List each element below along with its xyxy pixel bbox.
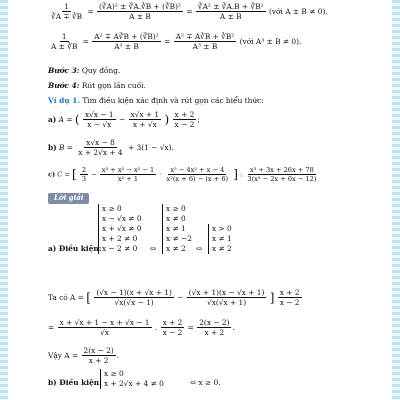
formula-cube-root-2: $\frac{1}{A \pm ∛B}$ = $\frac{\text{A² ∓ A∛B + (∛B)²}}{\text{A³ ± B}}$ = $\frac{\text{A² ∓ A∛B + ∛B²}}{\text{A³ ± B}}$ (với A³ ± B ≠ 0). (51, 32, 302, 52)
step-4: Bước 4: Rút gọn lần cuối. (48, 81, 146, 90)
condition-system-2: x ≥ 0 x ≠ 0 x ≠ 1 x ≠ −2 x ≠ 2 (160, 204, 192, 254)
solution-badge: Lời giải (48, 193, 89, 204)
solution-conclusion: Vậy A = $\frac{2(x - 2)}{x + 2}$ . (48, 346, 120, 366)
example-part-a: a) A = ( $\frac{x√x - 1}{x - √x}$ − $\frac{x√x + 1}{x + √x}$ ) $\frac{x + 2}{x - 2}$ ; (48, 110, 200, 130)
document-page (18, 0, 384, 400)
example-part-c: c) C = [ $\frac{2}{3}$ − $\frac{\text{x³ + x² − x² − 1}}{\text{x² + 1}}$ · $\frac{\text{x⁵ − 4x² + x − 4}}{\text{x²(x + 6) − (x + 6)}}$ ] : $\frac{\text{x³ + 3x + 26x + 78}}{\text{3(x² − 2x + 6x − 12)}}$ (48, 166, 317, 184)
condition-b-result: ⇔ x ≥ 0. (190, 378, 221, 387)
example-part-b: b) B = $\frac{x√x - 8}{x + 2√x + 4}$ + 3(1 − √x). (48, 138, 174, 158)
solution-simplify-line: = $\frac{x + √x + 1 - x + √x - 1}{√x}$ . $\frac{x + 2}{x - 2}$ = $\frac{2(x - 2)}{x + 2}$ . (48, 318, 235, 338)
solution-ta-co: Ta có A = [ $\frac{(√x - 1)(x + √x + 1)}{√x(√x - 1)}$ − $\frac{(√x + 1)(x - √x + 1)}{√x(√x + 1)}$ ] $\frac{x + 2}{x - 2}$ (48, 288, 300, 308)
formula-cube-root-1: $\frac{1}{∛A \mp ∛B}$ = $\frac{\text{(∛A)² ± ∛A.∛B + (∛B)²}}{A \pm B}$ = $\frac{\text{∛A² ± ∛A.B + ∛B²}}{A \pm B}$ (với A ± B ≠ 0). (51, 2, 328, 22)
condition-system-b: x ≥ 0 x + 2√x + 4 ≠ 0 (98, 369, 164, 389)
equiv-2: ⇔ (196, 244, 203, 253)
condition-system-1: x ≥ 0 x − √x ≠ 0 x + √x ≠ 0 x + 2 ≠ 0 x − 2 ≠ 0 (96, 204, 142, 254)
page-border-right (392, 0, 400, 400)
example-heading: Ví dụ 1. Tìm điều kiện xác định và rút gọn các biểu thức: (48, 96, 264, 105)
solution-b-label: b) Điều kiện: (48, 378, 102, 387)
solution-a-label: a) Điều kiện: (48, 244, 102, 253)
equiv-1: ⇔ (150, 244, 157, 253)
page-border-left (0, 0, 8, 400)
step-3: Bước 3: Quy đồng. (48, 66, 121, 75)
condition-system-3: x > 0 x ≠ 1 x ≠ 2 (206, 224, 232, 254)
